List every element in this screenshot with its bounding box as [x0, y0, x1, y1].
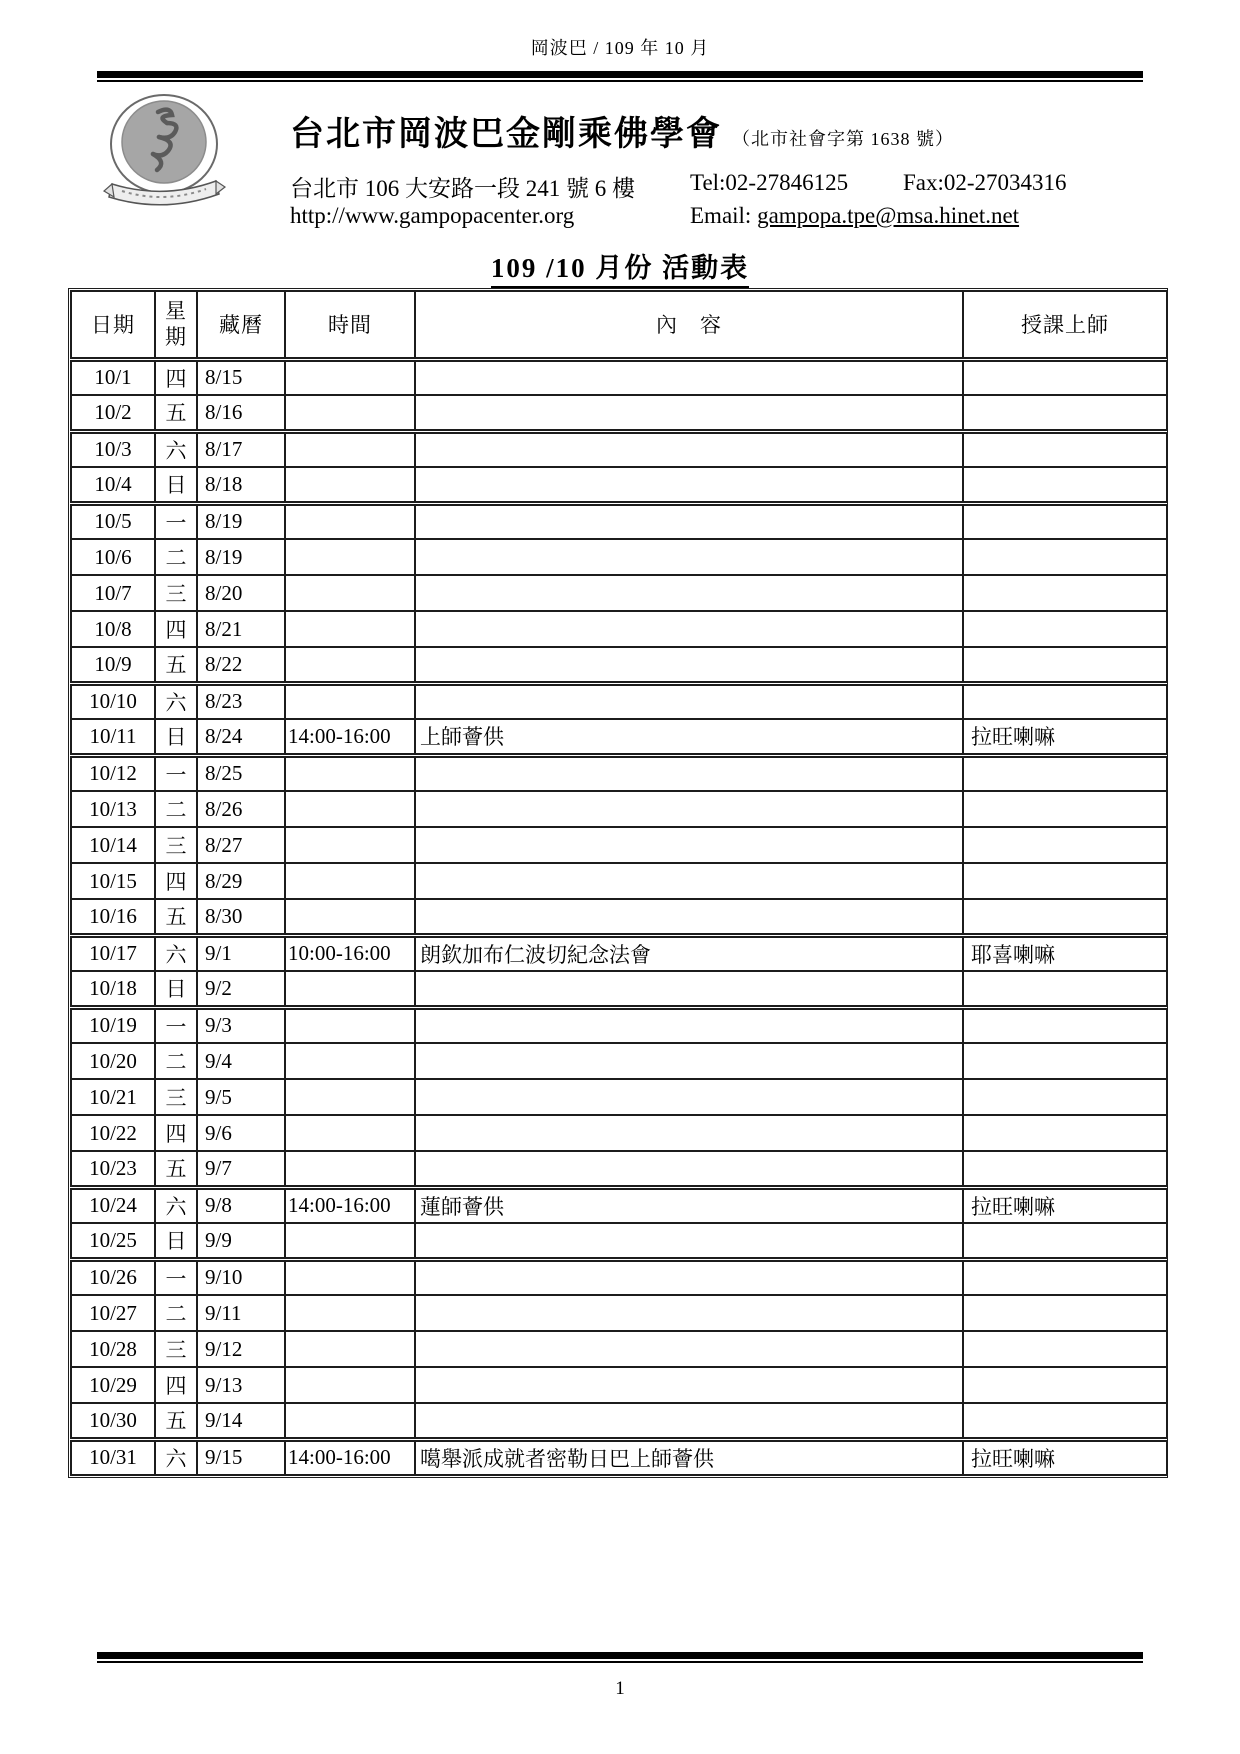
cell-time	[285, 1367, 415, 1403]
cell-time	[285, 431, 415, 467]
cell-content	[415, 1367, 963, 1403]
cell-date: 10/12	[71, 755, 155, 791]
cell-content	[415, 431, 963, 467]
cell-tibetan: 8/16	[197, 395, 285, 431]
cell-content	[415, 863, 963, 899]
cell-date: 10/19	[71, 1007, 155, 1043]
org-address: 台北市 106 大安路一段 241 號 6 樓	[290, 176, 635, 201]
cell-teacher	[963, 395, 1167, 431]
schedule-table-frame	[68, 288, 1168, 1478]
col-header-date: 日期	[71, 291, 155, 359]
cell-time	[285, 1043, 415, 1079]
cell-content: 朗欽加布仁波切紀念法會	[415, 935, 963, 971]
cell-content: 噶舉派成就者密勒日巴上師薈供	[415, 1439, 963, 1475]
cell-teacher	[963, 647, 1167, 683]
table-row	[71, 647, 1167, 683]
col-header-tibetan: 藏曆	[197, 291, 285, 359]
cell-date: 10/28	[71, 1331, 155, 1367]
cell-teacher	[963, 539, 1167, 575]
cell-teacher	[963, 611, 1167, 647]
cell-content: 蓮師薈供	[415, 1187, 963, 1223]
running-header: 岡波巴 / 109 年 10 月	[530, 38, 710, 58]
cell-teacher	[963, 683, 1167, 719]
cell-weekday: 一	[155, 503, 197, 539]
col-header-content: 內 容	[415, 291, 963, 359]
email-label: Email:	[690, 203, 752, 228]
cell-tibetan: 9/6	[197, 1115, 285, 1151]
cell-teacher: 拉旺喇嘛	[963, 1439, 1167, 1475]
cell-teacher	[963, 1223, 1167, 1259]
cell-weekday: 六	[155, 1439, 197, 1475]
cell-time	[285, 611, 415, 647]
cell-date: 10/24	[71, 1187, 155, 1223]
table-row	[71, 611, 1167, 647]
cell-tibetan: 9/8	[197, 1187, 285, 1223]
website-link[interactable]: http://www.gampopacenter.org	[290, 203, 575, 228]
cell-date: 10/29	[71, 1367, 155, 1403]
table-row	[71, 431, 1167, 467]
cell-tibetan: 9/12	[197, 1331, 285, 1367]
cell-date: 10/23	[71, 1151, 155, 1187]
col-header-time: 時間	[285, 291, 415, 359]
cell-date: 10/16	[71, 899, 155, 935]
cell-time	[285, 359, 415, 395]
table-row	[71, 1007, 1167, 1043]
cell-teacher	[963, 971, 1167, 1007]
org-tel: Tel:02-27846125	[690, 170, 849, 195]
cell-content	[415, 1151, 963, 1187]
cell-content	[415, 467, 963, 503]
cell-teacher	[963, 1295, 1167, 1331]
table-row	[71, 1151, 1167, 1187]
cell-weekday: 六	[155, 431, 197, 467]
table-row	[71, 1331, 1167, 1367]
cell-date: 10/18	[71, 971, 155, 1007]
cell-teacher	[963, 899, 1167, 935]
cell-tibetan: 9/14	[197, 1403, 285, 1439]
table-row	[71, 935, 1167, 971]
cell-teacher: 拉旺喇嘛	[963, 1187, 1167, 1223]
footer-rule-thick	[97, 1652, 1143, 1659]
cell-date: 10/2	[71, 395, 155, 431]
cell-time	[285, 395, 415, 431]
table-row	[71, 719, 1167, 755]
cell-tibetan: 9/13	[197, 1367, 285, 1403]
cell-time	[285, 755, 415, 791]
cell-teacher	[963, 503, 1167, 539]
cell-weekday: 日	[155, 467, 197, 503]
cell-weekday: 六	[155, 1187, 197, 1223]
cell-weekday: 日	[155, 971, 197, 1007]
cell-weekday: 日	[155, 719, 197, 755]
cell-tibetan: 9/1	[197, 935, 285, 971]
cell-content	[415, 1403, 963, 1439]
schedule-header	[71, 291, 1167, 359]
header-rule-thick	[97, 71, 1143, 78]
cell-weekday: 一	[155, 1259, 197, 1295]
cell-time: 14:00-16:00	[285, 719, 415, 755]
schedule-table	[70, 290, 1168, 1476]
org-registration: （北市社會字第 1638 號）	[732, 129, 954, 149]
cell-weekday: 二	[155, 1295, 197, 1331]
cell-tibetan: 8/30	[197, 899, 285, 935]
table-row	[71, 791, 1167, 827]
org-title-line	[290, 106, 954, 155]
cell-weekday: 三	[155, 827, 197, 863]
cell-weekday: 二	[155, 791, 197, 827]
cell-date: 10/8	[71, 611, 155, 647]
table-row	[71, 1367, 1167, 1403]
table-row	[71, 683, 1167, 719]
cell-content	[415, 575, 963, 611]
cell-tibetan: 8/17	[197, 431, 285, 467]
cell-tibetan: 8/22	[197, 647, 285, 683]
cell-teacher	[963, 791, 1167, 827]
org-email-line	[690, 203, 1019, 231]
table-row	[71, 1295, 1167, 1331]
cell-teacher	[963, 1115, 1167, 1151]
cell-content	[415, 827, 963, 863]
cell-weekday: 五	[155, 1151, 197, 1187]
cell-date: 10/17	[71, 935, 155, 971]
cell-teacher	[963, 827, 1167, 863]
cell-teacher	[963, 1259, 1167, 1295]
email-link[interactable]: gampopa.tpe@msa.hinet.net	[757, 203, 1020, 228]
cell-tibetan: 9/15	[197, 1439, 285, 1475]
table-row	[71, 467, 1167, 503]
cell-weekday: 四	[155, 863, 197, 899]
cell-tibetan: 8/19	[197, 539, 285, 575]
seal-icon	[98, 92, 230, 218]
cell-tibetan: 8/21	[197, 611, 285, 647]
table-row	[71, 359, 1167, 395]
cell-content	[415, 791, 963, 827]
cell-weekday: 四	[155, 1367, 197, 1403]
cell-time: 10:00-16:00	[285, 935, 415, 971]
cell-content	[415, 539, 963, 575]
cell-content	[415, 755, 963, 791]
cell-time	[285, 971, 415, 1007]
cell-content	[415, 1079, 963, 1115]
cell-tibetan: 9/4	[197, 1043, 285, 1079]
cell-tibetan: 9/5	[197, 1079, 285, 1115]
cell-date: 10/4	[71, 467, 155, 503]
table-row	[71, 503, 1167, 539]
cell-time: 14:00-16:00	[285, 1187, 415, 1223]
cell-tibetan: 8/25	[197, 755, 285, 791]
cell-content	[415, 1295, 963, 1331]
cell-tibetan: 9/9	[197, 1223, 285, 1259]
cell-time	[285, 1151, 415, 1187]
col-header-teacher: 授課上師	[963, 291, 1167, 359]
table-row	[71, 1043, 1167, 1079]
header-rule-thin	[97, 80, 1143, 82]
cell-content	[415, 1331, 963, 1367]
cell-weekday: 六	[155, 935, 197, 971]
table-row	[71, 1259, 1167, 1295]
cell-date: 10/20	[71, 1043, 155, 1079]
cell-content	[415, 1007, 963, 1043]
cell-time	[285, 827, 415, 863]
cell-time	[285, 791, 415, 827]
cell-teacher	[963, 1151, 1167, 1187]
cell-time	[285, 1007, 415, 1043]
cell-tibetan: 9/10	[197, 1259, 285, 1295]
cell-content	[415, 611, 963, 647]
cell-tibetan: 9/2	[197, 971, 285, 1007]
cell-weekday: 六	[155, 683, 197, 719]
table-row	[71, 1439, 1167, 1475]
cell-date: 10/11	[71, 719, 155, 755]
cell-weekday: 三	[155, 1079, 197, 1115]
cell-date: 10/30	[71, 1403, 155, 1439]
cell-teacher: 拉旺喇嘛	[963, 719, 1167, 755]
table-row	[71, 395, 1167, 431]
cell-teacher	[963, 359, 1167, 395]
gampopa-seal-logo	[98, 92, 230, 218]
cell-date: 10/14	[71, 827, 155, 863]
cell-date: 10/10	[71, 683, 155, 719]
cell-time	[285, 467, 415, 503]
cell-weekday: 五	[155, 395, 197, 431]
cell-tibetan: 8/23	[197, 683, 285, 719]
cell-date: 10/21	[71, 1079, 155, 1115]
cell-content	[415, 1115, 963, 1151]
cell-time	[285, 575, 415, 611]
cell-teacher	[963, 575, 1167, 611]
cell-time: 14:00-16:00	[285, 1439, 415, 1475]
cell-content	[415, 395, 963, 431]
cell-tibetan: 8/15	[197, 359, 285, 395]
cell-date: 10/25	[71, 1223, 155, 1259]
cell-teacher: 耶喜喇嘛	[963, 935, 1167, 971]
org-fax: Fax:02-27034316	[903, 170, 1067, 195]
schedule-title-wrap	[0, 246, 1240, 289]
cell-date: 10/5	[71, 503, 155, 539]
cell-content	[415, 647, 963, 683]
cell-time	[285, 647, 415, 683]
cell-time	[285, 1115, 415, 1151]
cell-time	[285, 539, 415, 575]
page-number: 1	[615, 1678, 625, 1699]
cell-weekday: 一	[155, 755, 197, 791]
table-row	[71, 899, 1167, 935]
table-row	[71, 827, 1167, 863]
cell-weekday: 一	[155, 1007, 197, 1043]
cell-content	[415, 1043, 963, 1079]
cell-date: 10/13	[71, 791, 155, 827]
cell-weekday: 三	[155, 1331, 197, 1367]
cell-time	[285, 1331, 415, 1367]
cell-tibetan: 8/18	[197, 467, 285, 503]
table-row	[71, 1223, 1167, 1259]
cell-weekday: 五	[155, 899, 197, 935]
cell-date: 10/27	[71, 1295, 155, 1331]
footer-rule	[97, 1652, 1143, 1663]
footer-rule-thin	[97, 1661, 1143, 1663]
cell-date: 10/7	[71, 575, 155, 611]
cell-date: 10/3	[71, 431, 155, 467]
header-rule	[97, 71, 1143, 82]
cell-teacher	[963, 863, 1167, 899]
table-row	[71, 1079, 1167, 1115]
cell-teacher	[963, 1007, 1167, 1043]
cell-time	[285, 1295, 415, 1331]
table-row	[71, 1115, 1167, 1151]
cell-date: 10/15	[71, 863, 155, 899]
schedule-body	[71, 359, 1167, 1475]
cell-tibetan: 9/7	[197, 1151, 285, 1187]
cell-time	[285, 863, 415, 899]
cell-tibetan: 8/24	[197, 719, 285, 755]
cell-time	[285, 1259, 415, 1295]
cell-weekday: 四	[155, 611, 197, 647]
cell-time	[285, 683, 415, 719]
col-header-weekday: 星期	[155, 291, 197, 359]
cell-date: 10/9	[71, 647, 155, 683]
cell-teacher	[963, 431, 1167, 467]
table-row	[71, 1403, 1167, 1439]
cell-time	[285, 503, 415, 539]
cell-teacher	[963, 1043, 1167, 1079]
cell-content	[415, 503, 963, 539]
cell-tibetan: 8/26	[197, 791, 285, 827]
cell-date: 10/1	[71, 359, 155, 395]
cell-content	[415, 1223, 963, 1259]
cell-weekday: 五	[155, 1403, 197, 1439]
cell-tibetan: 8/19	[197, 503, 285, 539]
cell-teacher	[963, 467, 1167, 503]
table-row	[71, 1187, 1167, 1223]
table-row	[71, 575, 1167, 611]
cell-time	[285, 1223, 415, 1259]
cell-content	[415, 683, 963, 719]
cell-content	[415, 899, 963, 935]
cell-date: 10/22	[71, 1115, 155, 1151]
cell-content	[415, 1259, 963, 1295]
cell-weekday: 二	[155, 539, 197, 575]
cell-tibetan: 9/11	[197, 1295, 285, 1331]
cell-teacher	[963, 755, 1167, 791]
cell-weekday: 五	[155, 647, 197, 683]
cell-time	[285, 1403, 415, 1439]
cell-teacher	[963, 1079, 1167, 1115]
org-name: 台北市岡波巴金剛乘佛學會	[290, 116, 722, 153]
cell-teacher	[963, 1331, 1167, 1367]
cell-time	[285, 899, 415, 935]
table-row	[71, 755, 1167, 791]
cell-weekday: 四	[155, 359, 197, 395]
org-website-line	[290, 203, 574, 231]
cell-time	[285, 1079, 415, 1115]
cell-tibetan: 8/27	[197, 827, 285, 863]
table-row	[71, 539, 1167, 575]
cell-date: 10/31	[71, 1439, 155, 1475]
cell-tibetan: 8/29	[197, 863, 285, 899]
header-row	[71, 291, 1167, 359]
table-row	[71, 971, 1167, 1007]
cell-teacher	[963, 1367, 1167, 1403]
table-row	[71, 863, 1167, 899]
cell-weekday: 三	[155, 575, 197, 611]
cell-tibetan: 8/20	[197, 575, 285, 611]
cell-content	[415, 971, 963, 1007]
cell-weekday: 四	[155, 1115, 197, 1151]
cell-date: 10/26	[71, 1259, 155, 1295]
cell-teacher	[963, 1403, 1167, 1439]
cell-content: 上師薈供	[415, 719, 963, 755]
cell-content	[415, 359, 963, 395]
schedule-title: 109 /10 月份 活動表	[491, 246, 749, 289]
cell-weekday: 日	[155, 1223, 197, 1259]
cell-weekday: 二	[155, 1043, 197, 1079]
cell-date: 10/6	[71, 539, 155, 575]
cell-tibetan: 9/3	[197, 1007, 285, 1043]
